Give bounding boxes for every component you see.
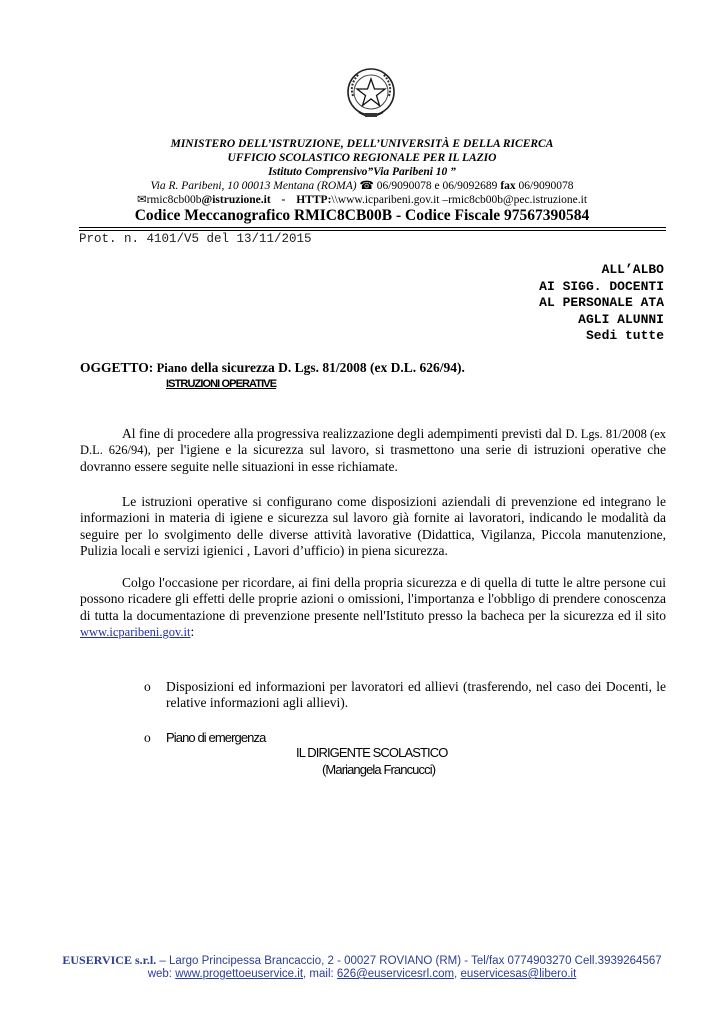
fax-text: 06/9090078 — [518, 180, 574, 192]
header-divider-2 — [79, 230, 666, 231]
signature-name: (Mariangela Francucci) — [322, 762, 436, 777]
republic-emblem — [345, 66, 397, 122]
footer-mail-link-1[interactable]: 626@euservicesrl.com — [336, 968, 455, 980]
p1-part-c: per l'igiene e la sicurezza sul lavoro, si trasmettono una serie di istruzioni operative che dovranno essere seguite nelle situazioni in esse richiamate. — [80, 442, 666, 474]
footer-web-label: web: — [147, 968, 172, 980]
p1-part-b: D. Lgs. 81/2008 (ex D.L. 626/94), — [80, 427, 666, 458]
list-item-2: Piano di emergenza — [166, 730, 266, 745]
list-item-1: Disposizioni ed informazioni per lavoratori ed allievi (trasferendo, nel caso dei Docenti, le relative informazioni agli allievi). — [166, 679, 666, 711]
email-user[interactable]: rmic8cb00b — [146, 194, 202, 206]
recipient-alunni: AGLI ALUNNI — [578, 311, 664, 327]
list-bullet-1: o — [144, 679, 151, 694]
contacts-separator: - — [281, 194, 286, 206]
subject-line — [80, 360, 465, 376]
protocol-number: Prot. n. 4101/V5 del 13/11/2015 — [79, 232, 312, 246]
paragraph-3 — [80, 575, 666, 640]
recipients-block — [539, 262, 664, 345]
p3-end: : — [190, 623, 195, 639]
envelope-icon: ✉ — [136, 194, 147, 206]
subject-label: OGGETTO: — [80, 360, 154, 375]
list-bullet-2: o — [144, 730, 151, 745]
recipient-sedi: Sedi tutte — [585, 328, 664, 344]
email-domain[interactable]: @istruzione.it — [201, 194, 271, 206]
paragraph-1 — [80, 426, 666, 475]
address-text: Via R. Paribeni, 10 00013 Mentana (ROMA) — [150, 180, 357, 192]
recipient-albo: ALL’ALBO — [601, 262, 664, 277]
footer-web-link[interactable]: www.progettoeuservice.it — [175, 968, 304, 980]
fax-label: fax — [500, 180, 516, 192]
signature-title: IL DIRIGENTE SCOLASTICO — [296, 745, 448, 760]
phones-text: 06/9090078 e 06/9092689 — [376, 180, 498, 192]
footer-line-2: web: www.progettoeuservice.it, mail: 626@euservicesrl.com, euservicesas@libero.it — [147, 968, 577, 980]
subject-piano: Piano — [156, 361, 188, 375]
office-line: UFFICIO SCOLASTICO REGIONALE PER IL LAZIO — [227, 152, 497, 164]
footer-mail-link-2[interactable]: euservicesas@libero.it — [460, 968, 577, 980]
recipient-ata: AL PERSONALE ATA — [539, 295, 664, 311]
school-website-link[interactable]: www.icparibeni.gov.it — [80, 624, 191, 639]
footer-line-1 — [0, 953, 724, 968]
ministry-line: MINISTERO DELL’ISTRUZIONE, DELL’UNIVERSITÀ E DELLA RICERCA — [170, 138, 554, 150]
phone-icon: ☎ — [359, 180, 374, 192]
subject-subtitle: ISTRUZIONI OPERATIVE — [166, 378, 277, 390]
footer-address: – Largo Principessa Brancaccio, 2 - 00027 ROVIANO (RM) - Tel/fax 0774903270 Cell.3939264567 — [159, 955, 662, 967]
website-text[interactable]: \\www.icparibeni.gov.it –rmic8cb00b@pec.istruzione.it — [331, 194, 588, 206]
codes-line: Codice Meccanografico RMIC8CB00B - Codice Fiscale 97567390584 — [134, 207, 590, 224]
address-line — [0, 179, 724, 193]
p1-part-a: Al fine di procedere alla progressiva realizzazione degli adempimenti previsti dal — [122, 426, 562, 441]
contacts-line — [0, 193, 724, 207]
footer-company: EUSERVICE s.r.l. — [62, 953, 157, 967]
subject-text: della sicurezza D. Lgs. 81/2008 (ex D.L. 626/94). — [190, 360, 465, 375]
http-label: HTTP: — [296, 194, 332, 206]
footer-mail-label: mail: — [309, 968, 334, 980]
institute-line: Istituto Comprensivo”Via Paribeni 10 ” — [268, 166, 456, 178]
p3-text: Colgo l'occasione per ricordare, ai fini della propria sicurezza e di quella di tutte le altre persone cui possono ricadere gli effetti delle proprie azioni o omissioni, l'importanza e l'obbligo di prendere conoscenza di tutta la documentazione di prevenzione presente nell'Istituto presso la bacheca per la sicurezza ed il sito — [80, 575, 666, 623]
recipient-docenti: AI SIGG. DOCENTI — [539, 278, 664, 294]
header-divider — [79, 227, 666, 228]
paragraph-2: Le istruzioni operative si configurano come disposizioni aziendali di prevenzione ed integrano le informazioni in materia di igiene e sicurezza sul lavoro già fornite ai lavoratori, indicando le modalità da seguire per lo svolgimento delle diverse attività lavorative (Didattica, Vigilanza, Piccola manutenzione, Pulizia locali e servizi igienici , Lavori d’ufficio) in piena sicurezza. — [80, 494, 666, 558]
